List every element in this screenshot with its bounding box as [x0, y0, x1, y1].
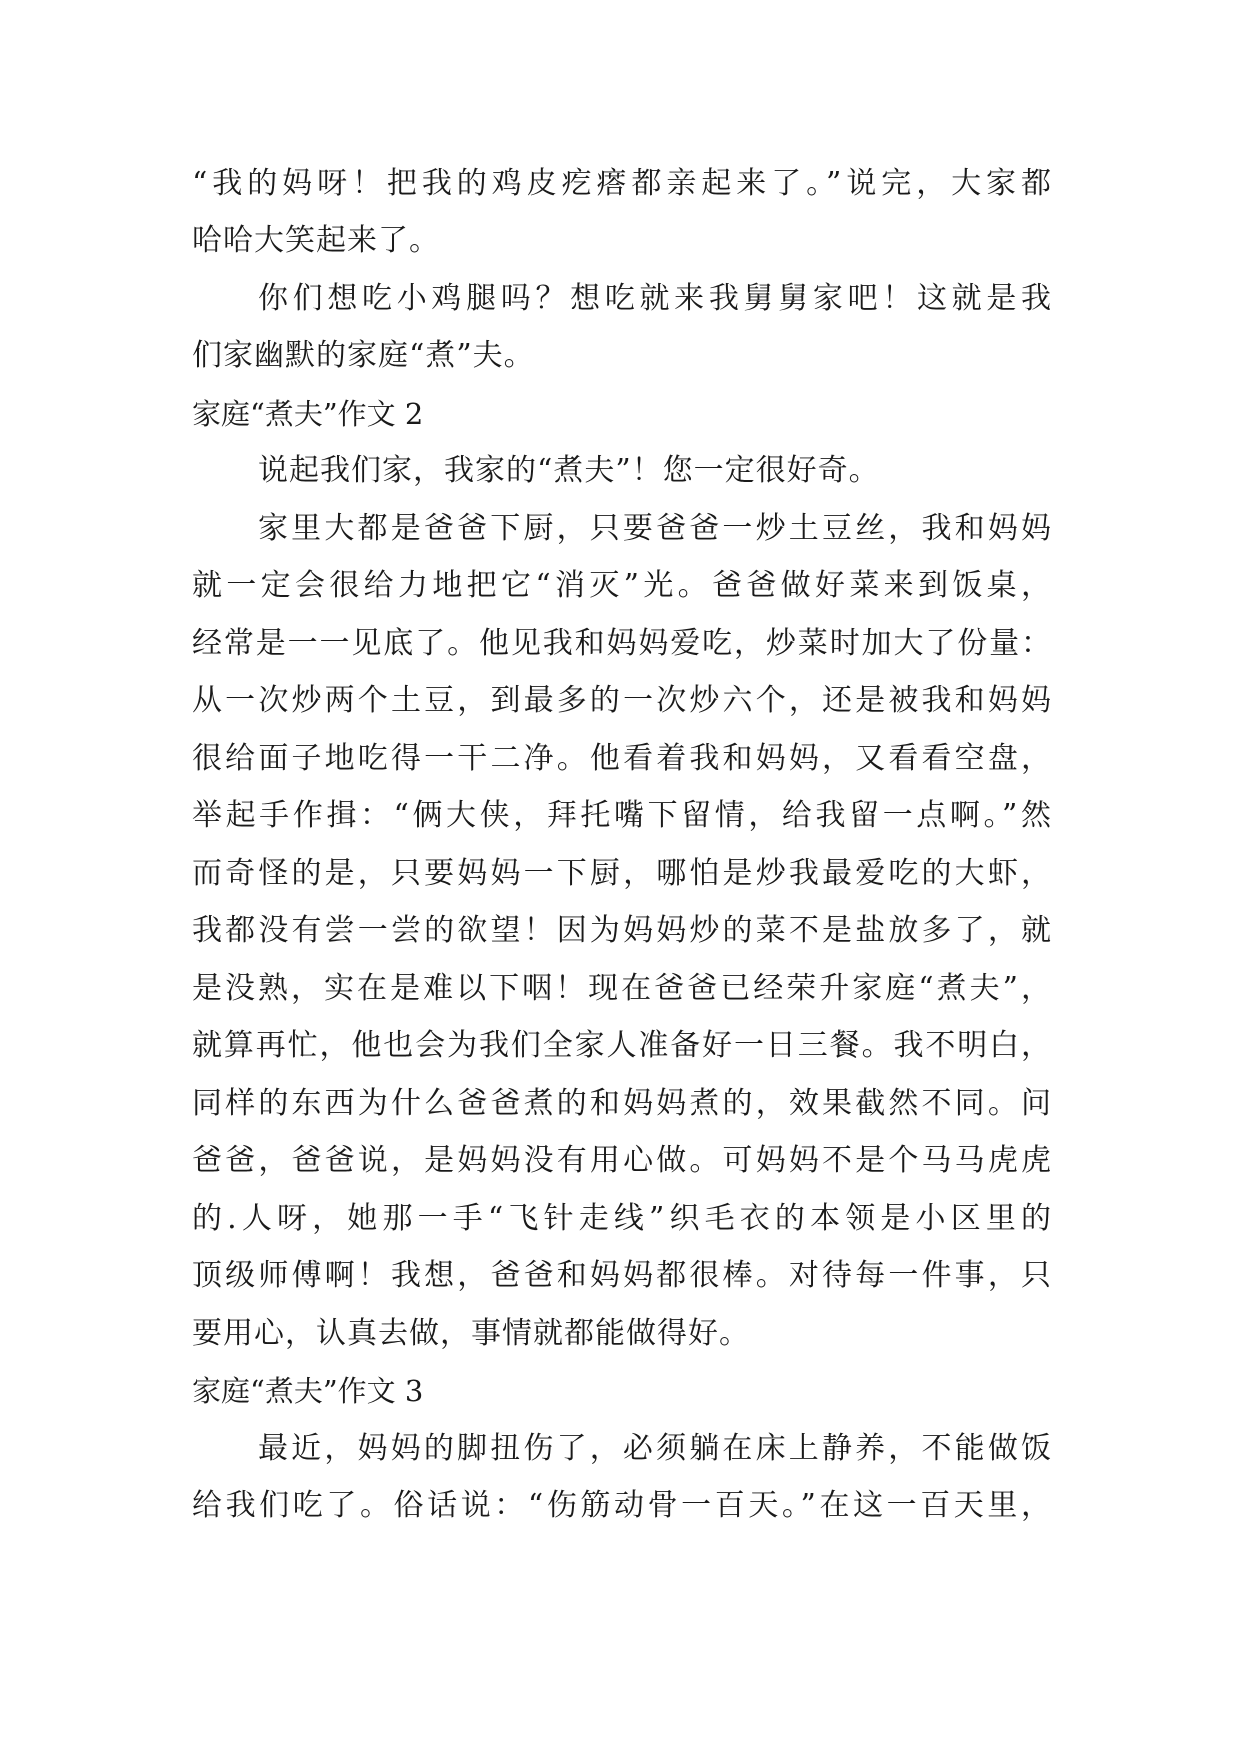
- text-line: 就一定会很给力地把它“消灭”光。爸爸做好菜来到饭桌，: [192, 568, 1052, 603]
- text-line: 举起手作揖：“俩大侠，拜托嘴下留情，给我留一点啊。”然: [192, 798, 1052, 833]
- text-line: 你们想吃小鸡腿吗？想吃就来我舅舅家吧！这就是我: [258, 281, 1052, 316]
- text-line: 是没熟，实在是难以下咽！现在爸爸已经荣升家庭“煮夫”，: [192, 971, 1052, 1006]
- text-line: 顶级师傅啊！我想，爸爸和妈妈都很棒。对待每一件事，只: [192, 1258, 1052, 1293]
- text-line: 经常是一一见底了。他见我和妈妈爱吃，炒菜时加大了份量：: [192, 626, 1052, 661]
- text-line: 们家幽默的家庭“煮”夫。: [192, 338, 535, 373]
- text-line: 说起我们家，我家的“煮夫”！您一定很好奇。: [258, 453, 880, 488]
- text-line: 同样的东西为什么爸爸煮的和妈妈煮的，效果截然不同。问: [192, 1086, 1052, 1121]
- text-line: 要用心，认真去做，事情就都能做得好。: [192, 1316, 750, 1351]
- text-line: 就算再忙，他也会为我们全家人准备好一日三餐。我不明白，: [192, 1028, 1052, 1063]
- text-line: 最近，妈妈的脚扭伤了，必须躺在床上静养，不能做饭: [258, 1431, 1052, 1466]
- section-heading: 家庭“煮夫”作文 3: [192, 1374, 424, 1408]
- text-line: 很给面子地吃得一干二净。他看着我和妈妈，又看看空盘，: [192, 741, 1052, 776]
- text-line: 从一次炒两个土豆，到最多的一次炒六个，还是被我和妈妈: [192, 683, 1052, 718]
- text-line: 家里大都是爸爸下厨，只要爸爸一炒土豆丝，我和妈妈: [258, 511, 1052, 546]
- text-line: 爸爸，爸爸说，是妈妈没有用心做。可妈妈不是个马马虎虎: [192, 1143, 1052, 1178]
- text-line: 给我们吃了。俗话说：“伤筋动骨一百天。”在这一百天里，: [192, 1488, 1052, 1523]
- text-line: 哈哈大笑起来了。: [192, 223, 440, 258]
- text-line: 我都没有尝一尝的欲望！因为妈妈炒的菜不是盐放多了，就: [192, 913, 1052, 948]
- section-heading: 家庭“煮夫”作文 2: [192, 397, 424, 431]
- text-line: 的.人呀，她那一手“飞针走线”织毛衣的本领是小区里的: [192, 1201, 1052, 1236]
- text-line: “我的妈呀！把我的鸡皮疙瘩都亲起来了。”说完，大家都: [192, 166, 1052, 201]
- text-line: 而奇怪的是，只要妈妈一下厨，哪怕是炒我最爱吃的大虾，: [192, 856, 1052, 891]
